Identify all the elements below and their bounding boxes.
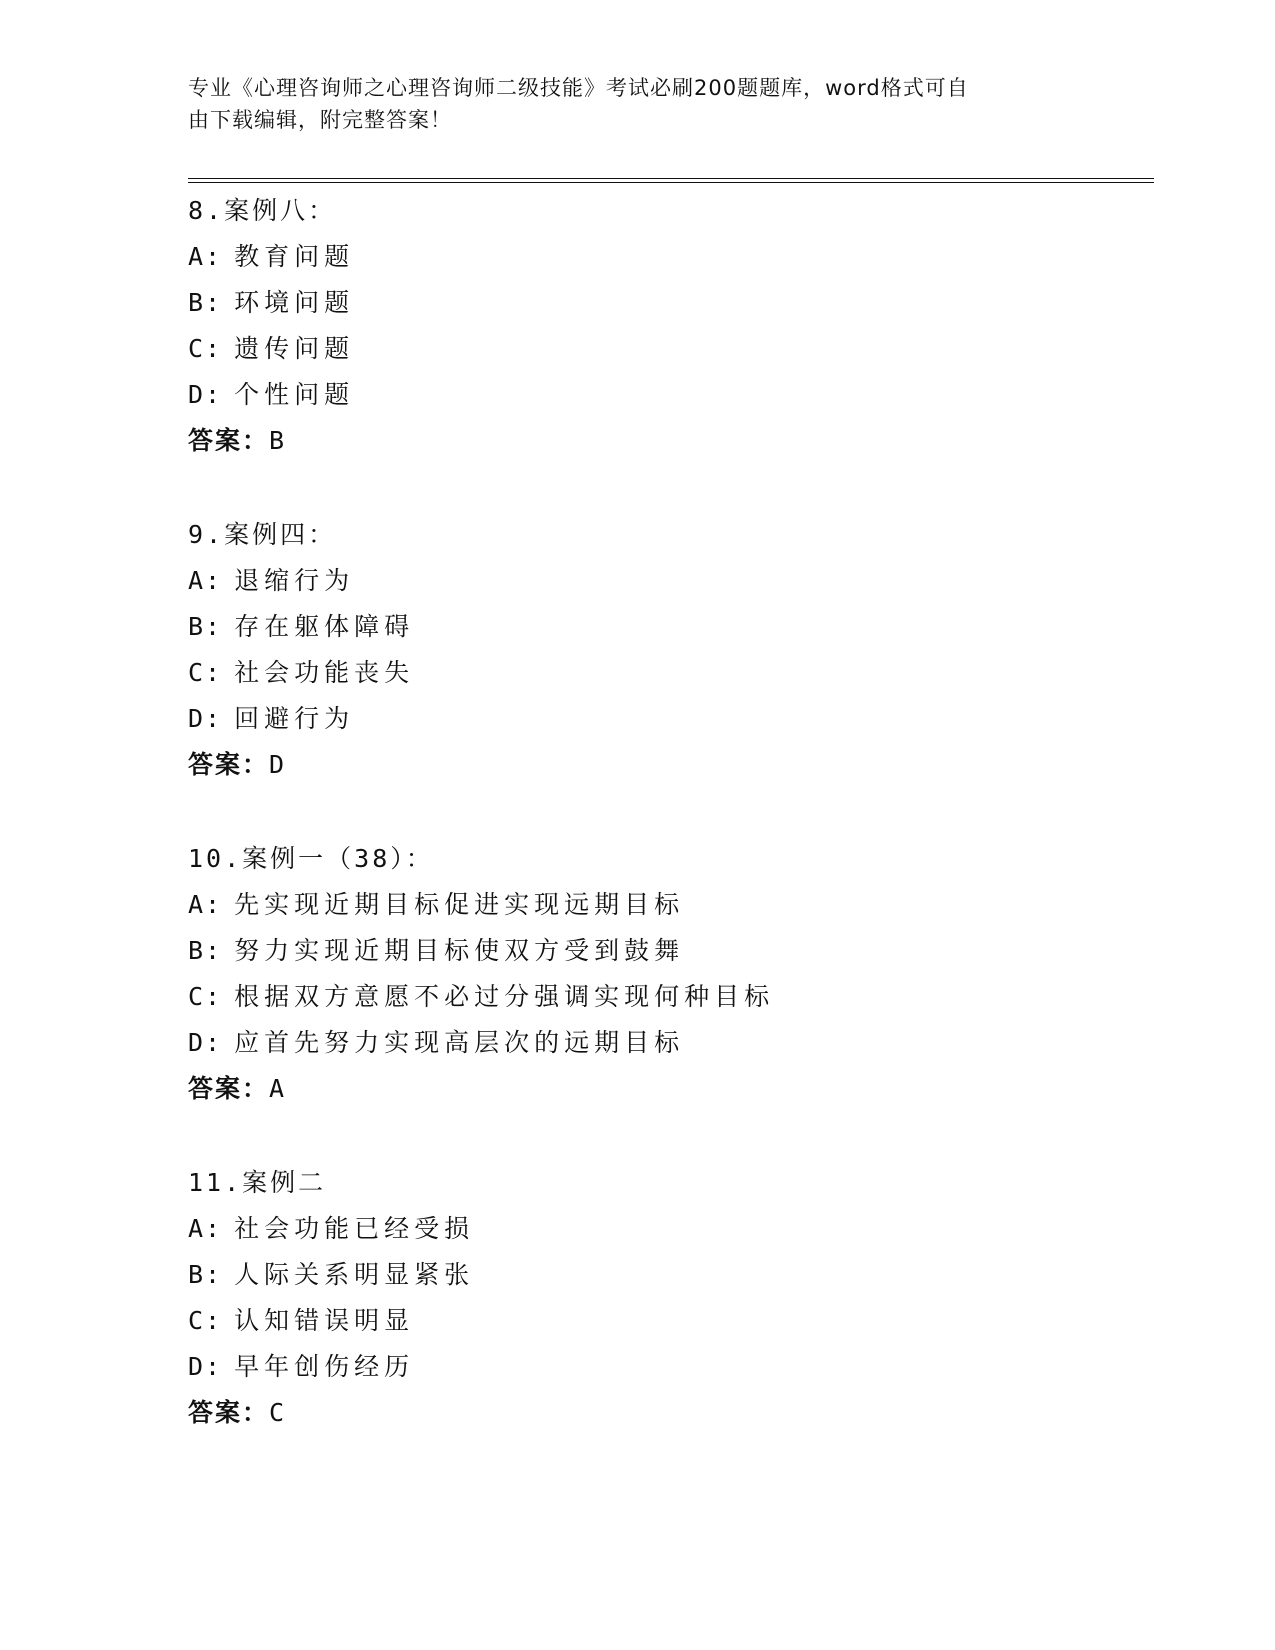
question-item xyxy=(188,1160,1188,1436)
question-list xyxy=(188,188,1188,1436)
option-letter: D: xyxy=(188,1352,223,1381)
answer-label: 答案： xyxy=(188,1398,270,1427)
header-line-1: 专业《心理咨询师之心理咨询师二级技能》考试必刷200题题库，word格式可自 xyxy=(188,76,969,100)
option-c xyxy=(188,1298,1188,1344)
option-text: 个性问题 xyxy=(234,380,355,409)
question-title: 10.案例一（38）： xyxy=(188,844,434,873)
question-title: 8.案例八： xyxy=(188,196,337,225)
header-line-2: 由下载编辑，附完整答案！ xyxy=(188,108,452,132)
option-letter: C: xyxy=(188,1306,223,1335)
option-d xyxy=(188,1344,1188,1390)
option-a xyxy=(188,882,1188,928)
option-letter: C: xyxy=(188,658,223,687)
option-text: 先实现近期目标促进实现远期目标 xyxy=(234,890,685,919)
option-d xyxy=(188,1020,1188,1066)
option-b xyxy=(188,604,1188,650)
option-letter: B: xyxy=(188,936,223,965)
option-c xyxy=(188,650,1188,696)
header-divider-top xyxy=(188,178,1154,179)
option-b xyxy=(188,1252,1188,1298)
option-letter: C: xyxy=(188,982,223,1011)
option-text: 根据双方意愿不必过分强调实现何种目标 xyxy=(234,982,775,1011)
option-c xyxy=(188,974,1188,1020)
answer-line xyxy=(188,1390,1188,1436)
question-title: 11.案例二 xyxy=(188,1168,327,1197)
option-text: 早年创伤经历 xyxy=(234,1352,415,1381)
answer-value: C xyxy=(269,1398,287,1427)
answer-line xyxy=(188,1066,1188,1112)
question-item xyxy=(188,512,1188,788)
option-text: 存在躯体障碍 xyxy=(234,612,415,641)
option-letter: C: xyxy=(188,334,223,363)
answer-value: A xyxy=(269,1074,287,1103)
option-b xyxy=(188,928,1188,974)
option-text: 遗传问题 xyxy=(234,334,355,363)
option-letter: D: xyxy=(188,380,223,409)
option-text: 应首先努力实现高层次的远期目标 xyxy=(234,1028,685,1057)
option-letter: A: xyxy=(188,566,223,595)
question-item xyxy=(188,188,1188,464)
option-letter: B: xyxy=(188,1260,223,1289)
answer-value: D xyxy=(269,750,287,779)
option-text: 教育问题 xyxy=(234,242,355,271)
question-title: 9.案例四： xyxy=(188,520,337,549)
option-letter: B: xyxy=(188,612,223,641)
option-letter: A: xyxy=(188,1214,223,1243)
answer-value: B xyxy=(269,426,287,455)
answer-line xyxy=(188,418,1188,464)
option-letter: D: xyxy=(188,704,223,733)
option-a xyxy=(188,234,1188,280)
option-text: 回避行为 xyxy=(234,704,355,733)
option-text: 人际关系明显紧张 xyxy=(234,1260,475,1289)
option-text: 努力实现近期目标使双方受到鼓舞 xyxy=(234,936,685,965)
option-text: 环境问题 xyxy=(234,288,355,317)
question-item xyxy=(188,836,1188,1112)
option-text: 退缩行为 xyxy=(234,566,355,595)
option-letter: A: xyxy=(188,242,223,271)
option-letter: B: xyxy=(188,288,223,317)
answer-label: 答案： xyxy=(188,1074,270,1103)
option-letter: D: xyxy=(188,1028,223,1057)
option-d xyxy=(188,372,1188,418)
header-divider-bottom xyxy=(188,182,1154,183)
answer-label: 答案： xyxy=(188,750,270,779)
answer-line xyxy=(188,742,1188,788)
document-header xyxy=(188,72,1068,136)
answer-label: 答案： xyxy=(188,426,270,455)
option-text: 社会功能丧失 xyxy=(234,658,415,687)
option-d xyxy=(188,696,1188,742)
option-c xyxy=(188,326,1188,372)
option-b xyxy=(188,280,1188,326)
option-letter: A: xyxy=(188,890,223,919)
option-text: 认知错误明显 xyxy=(234,1306,415,1335)
option-text: 社会功能已经受损 xyxy=(234,1214,475,1243)
option-a xyxy=(188,1206,1188,1252)
option-a xyxy=(188,558,1188,604)
